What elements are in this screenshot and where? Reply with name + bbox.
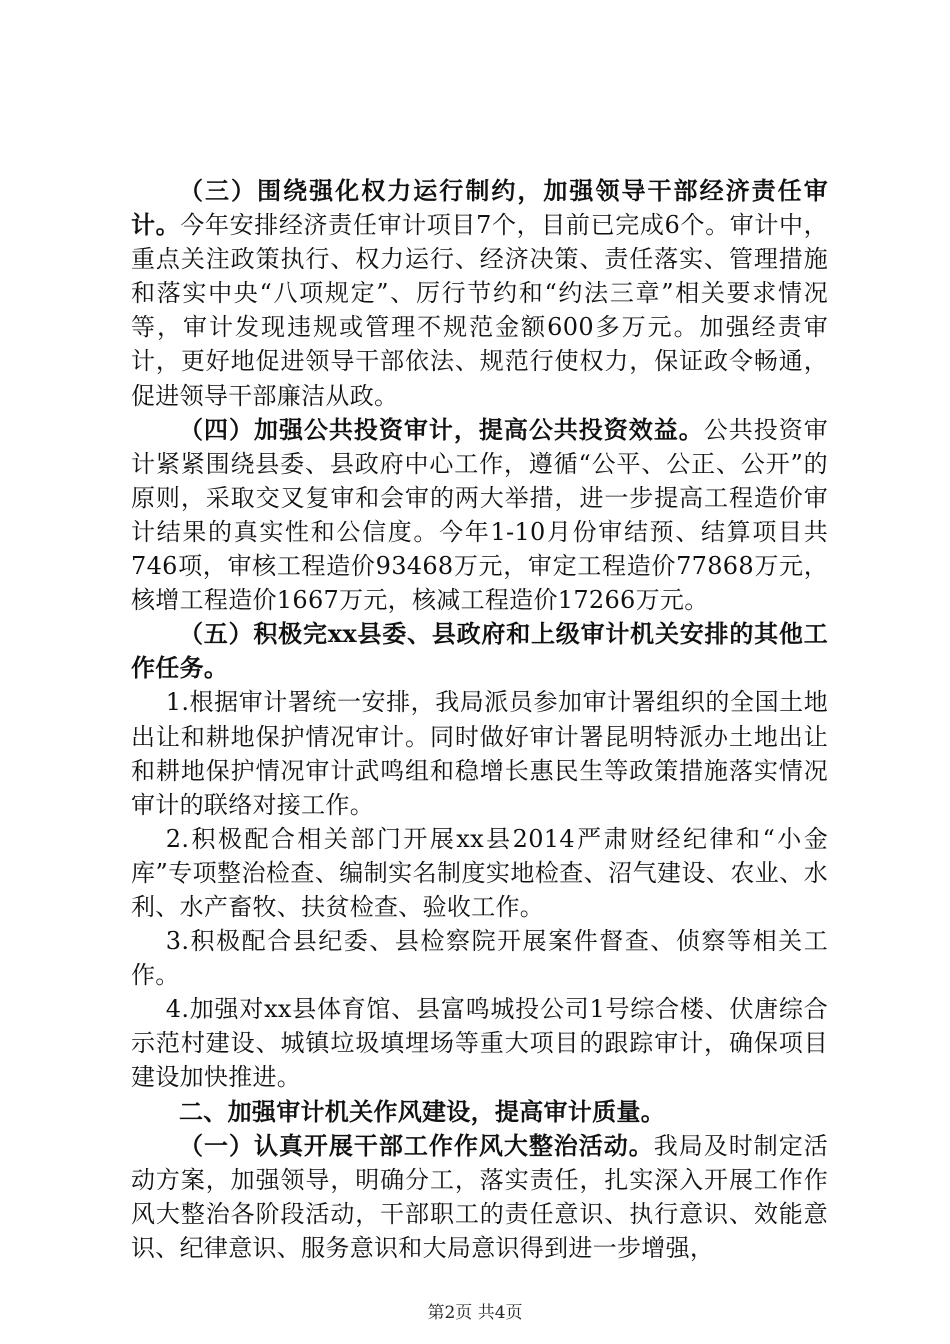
list-item-1	[131, 685, 828, 821]
list-item-3	[131, 924, 828, 992]
list-item-2	[131, 822, 828, 924]
paragraph-heading: （一）认真开展干部工作作风大整治活动。	[179, 1130, 654, 1160]
paragraph-other-tasks-heading	[131, 617, 828, 685]
paragraph-text: 我局及时制定活动方案，加强领导，明确分工，落实责任，扎实深入开展工作作风大整治各阶段活动，干部职工的责任意识、执行意识、效能意识、纪律意识、服务意识和大局意识得到进一步增强，	[131, 1131, 828, 1262]
paragraph-heading: （三）围绕强化权力运行制约，加强领导干部经济责任审计。	[131, 176, 828, 240]
paragraph-text: 公共投资审计紧紧围绕县委、县政府中心工作，遵循“公平、公正、公开”的原则，采取交叉复审和会审的两大举措，进一步提高工程造价审计结果的真实性和公信度。今年1-10月份审结预、结算项目共746项，审核工程造价93468万元，审定工程造价77868万元，核增工程造价1667万元，核减工程造价17266万元。	[131, 415, 828, 615]
paragraph-work-style-campaign	[131, 1129, 828, 1265]
list-item-4	[131, 992, 828, 1094]
paragraph-public-investment-audit	[131, 413, 828, 618]
paragraph-heading: （五）积极完xx县委、县政府和上级审计机关安排的其他工作任务。	[131, 619, 828, 683]
paragraph-audit-economic-responsibility	[131, 174, 828, 413]
paragraph-text: 4.加强对xx县体育馆、县富鸣城投公司1号综合楼、伏唐综合示范村建设、城镇垃圾填埋场等重大项目的跟踪审计，确保项目建设加快推进。	[131, 995, 828, 1092]
paragraph-text: 2.积极配合相关部门开展xx县2014严肃财经纪律和“小金库”专项整治检查、编制实名制度实地检查、沼气建设、农业、水利、水产畜牧、扶贫检查、验收工作。	[131, 824, 828, 921]
paragraph-heading: （四）加强公共投资审计，提高公共投资效益。	[179, 414, 704, 444]
section-heading-work-style	[131, 1095, 828, 1129]
paragraph-text: 1.根据审计署统一安排，我局派员参加审计署组织的全国土地出让和耕地保护情况审计。同时做好审计署昆明特派办土地出让和耕地保护情况审计武鸣组和稳增长惠民生等政策措施落实情况审计的联络对接工作。	[131, 688, 828, 819]
page-footer: 第2页 共4页	[427, 1303, 523, 1323]
paragraph-text: 3.积极配合县纪委、县检察院开展案件督查、侦察等相关工作。	[131, 927, 828, 990]
document-body	[131, 174, 828, 1265]
section-heading: 二、加强审计机关作风建设，提高审计质量。	[179, 1096, 665, 1126]
paragraph-text: 今年安排经济责任审计项目7个，目前已完成6个。审计中，重点关注政策执行、权力运行、经济决策、责任落实、管理措施和落实中央“八项规定”、厉行节约和“约法三章”相关要求情况等，审计发现违规或管理不规范金额600多万元。加强经责审计，更好地促进领导干部依法、规范行使权力，保证政令畅通，促进领导干部廉洁从政。	[131, 211, 828, 410]
